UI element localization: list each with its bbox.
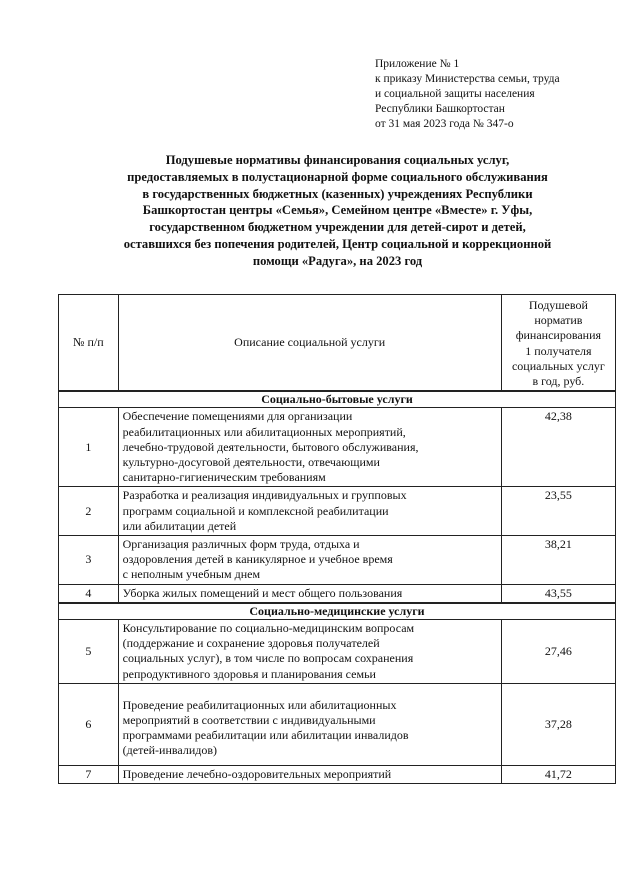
row-desc-line: санитарно-гигиеническим требованиям: [122, 470, 326, 485]
row-desc-line: или абилитации детей: [122, 518, 237, 533]
appendix-line: от 31 мая 2023 года № 347-о: [375, 118, 514, 130]
row-value: 27,46: [501, 620, 615, 684]
header-num: № п/п: [59, 295, 119, 392]
row-desc-line: программами реабилитации или абилитации инвалидов: [122, 728, 409, 743]
row-desc-line: репродуктивного здоровья и планирования семьи: [122, 666, 376, 681]
row-desc-line: Разработка и реализация индивидуальных и групповых: [122, 488, 407, 503]
title-line: предоставляемых в полустационарной форме социального обслуживания: [127, 169, 548, 184]
row-desc: [118, 620, 501, 684]
row-desc-line: лечебно-трудовой деятельности, бытового обслуживания,: [122, 439, 419, 454]
appendix-line: Республики Башкортостан: [375, 103, 505, 115]
title-line: в государственных бюджетных (казенных) учреждениях Республики: [142, 186, 533, 201]
header-val-line: социальных услуг: [511, 358, 605, 373]
row-num: 4: [59, 584, 119, 603]
title-line: государственном бюджетном учреждении для детей-сирот и детей,: [149, 220, 526, 235]
appendix-note: [375, 57, 630, 132]
row-desc-line: Консультирование по социально-медицинским вопросам: [122, 621, 415, 636]
row-desc-line: социальных услуг), в том числе по вопросам сохранения: [122, 651, 414, 666]
row-desc-line: (детей-инвалидов): [122, 743, 218, 758]
section-title: Социально-медицинские услуги: [59, 603, 616, 620]
header-val-line: 1 получателя: [525, 343, 592, 358]
row-value: 41,72: [501, 765, 615, 783]
row-desc-line: программ социальной и комплексной реабилитации: [122, 503, 389, 518]
row-value: 23,55: [501, 487, 615, 536]
table-row: [59, 683, 616, 765]
row-desc: [118, 765, 501, 783]
row-num: 2: [59, 487, 119, 536]
header-val-line: Подушевой: [528, 298, 588, 312]
table-row: [59, 408, 616, 487]
header-val-line: финансирования: [515, 328, 602, 343]
section-row: [59, 391, 616, 408]
row-desc-line: Уборка жилых помещений и мест общего пользования: [122, 585, 403, 600]
row-num: 5: [59, 620, 119, 684]
section-row: [59, 603, 616, 620]
row-value: 43,55: [501, 584, 615, 603]
table-row: [59, 536, 616, 585]
row-desc: [118, 683, 501, 765]
table-row: [59, 487, 616, 536]
row-desc-line: реабилитационных или абилитационных мероприятий,: [122, 424, 406, 439]
row-value: 42,38: [501, 408, 615, 487]
row-desc-line: культурно-досуговой деятельности, отвечающими: [122, 455, 380, 470]
row-desc: [118, 584, 501, 603]
appendix-line: Приложение № 1: [375, 58, 460, 70]
table-row: [59, 765, 616, 783]
row-desc-line: Проведение реабилитационных или абилитационных: [122, 697, 397, 712]
title-line: оставшихся без попечения родителей, Центр социальной и коррекционной: [123, 236, 552, 251]
financing-table: [58, 294, 616, 784]
table-row: [59, 620, 616, 684]
appendix-line: к приказу Министерства семьи, труда: [375, 73, 560, 85]
row-desc: [118, 536, 501, 585]
header-desc: Описание социальной услуги: [118, 295, 501, 392]
row-desc: [118, 487, 501, 536]
row-desc-line: Обеспечение помещениями для организации: [122, 409, 353, 424]
appendix-line: и социальной защиты населения: [375, 88, 535, 100]
title-line: помощи «Радуга», на 2023 год: [252, 253, 423, 268]
header-val-line: норматив: [534, 313, 583, 328]
section-title: Социально-бытовые услуги: [59, 391, 616, 408]
header-val-line: в год, руб.: [532, 374, 585, 389]
row-desc-line: (поддержание и сохранение здоровья получателей: [122, 636, 380, 651]
row-desc: [118, 408, 501, 487]
table-row: [59, 584, 616, 603]
row-num: 3: [59, 536, 119, 585]
row-value: 37,28: [501, 683, 615, 765]
title-line: Подушевые нормативы финансирования социальных услуг,: [165, 153, 510, 167]
row-num: 6: [59, 683, 119, 765]
row-desc-line: с неполным учебным днем: [122, 567, 261, 582]
row-desc-line: оздоровления детей в каникулярное и учебное время: [122, 552, 393, 567]
row-desc-line: мероприятий в соответствии с индивидуальными: [122, 713, 376, 728]
row-value: 38,21: [501, 536, 615, 585]
row-num: 7: [59, 765, 119, 783]
table-header-row: [59, 295, 616, 392]
document-title: [60, 152, 615, 270]
row-desc-line: Проведение лечебно-оздоровительных мероприятий: [122, 766, 392, 781]
row-desc-line: Организация различных форм труда, отдыха и: [122, 537, 360, 552]
row-num: 1: [59, 408, 119, 487]
title-line: Башкортостан центры «Семья», Семейном центре «Вместе» г. Уфы,: [142, 203, 533, 218]
header-val: [501, 295, 615, 392]
